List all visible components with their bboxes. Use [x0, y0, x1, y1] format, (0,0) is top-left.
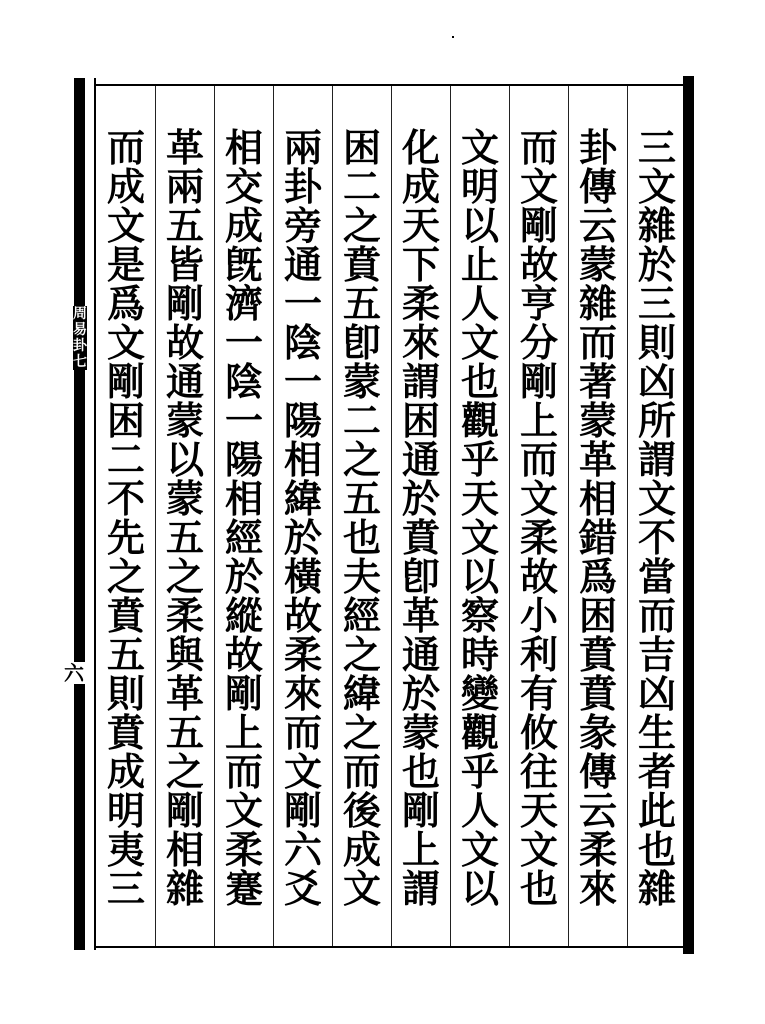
text-column-3: 而文剛故亨分剛上而文柔故小利有攸往天文也	[519, 125, 558, 911]
column-rule	[391, 86, 392, 946]
text-column-5: 化成天下柔來謂困通於賁卽革通於蒙也剛上謂	[401, 125, 440, 911]
text-column-8: 相交成旣濟一陰一陽相經於縱故剛上而文柔蹇	[224, 125, 263, 911]
left-border-thin	[94, 78, 96, 950]
bottom-border	[96, 946, 684, 948]
column-rule	[332, 86, 333, 946]
column-rule	[450, 86, 451, 946]
print-speck	[452, 36, 454, 38]
text-column-7: 兩卦旁通一陰一陽相緯於橫故柔來而文剛六爻	[283, 125, 322, 911]
margin-page-number: 六	[64, 661, 84, 685]
text-column-2: 卦傳云蒙雜而著蒙革相錯爲困賁賁彖傳云柔來	[578, 125, 617, 911]
text-column-6: 困二之賁五卽蒙二之五也夫經之緯之而後成文	[342, 125, 381, 911]
text-column-10: 而成文是爲文剛困二不先之賁五則賁成明夷三	[106, 125, 145, 911]
left-border-thick	[74, 78, 85, 950]
text-column-1: 三文雜於三則凶所謂文不當而吉凶生者此也雜	[637, 125, 676, 911]
column-rule	[214, 86, 215, 946]
column-rule	[509, 86, 510, 946]
top-border	[96, 84, 684, 86]
column-rule	[273, 86, 274, 946]
text-column-4: 文明以止人文也觀乎天文以察時變觀乎人文以	[460, 125, 499, 911]
column-rule	[568, 86, 569, 946]
margin-section-label: 周易卦七	[73, 306, 87, 370]
text-column-9: 革兩五皆剛故通蒙以蒙五之柔與革五之剛相雜	[165, 125, 204, 911]
column-rule	[155, 86, 156, 946]
column-rule	[627, 86, 628, 946]
